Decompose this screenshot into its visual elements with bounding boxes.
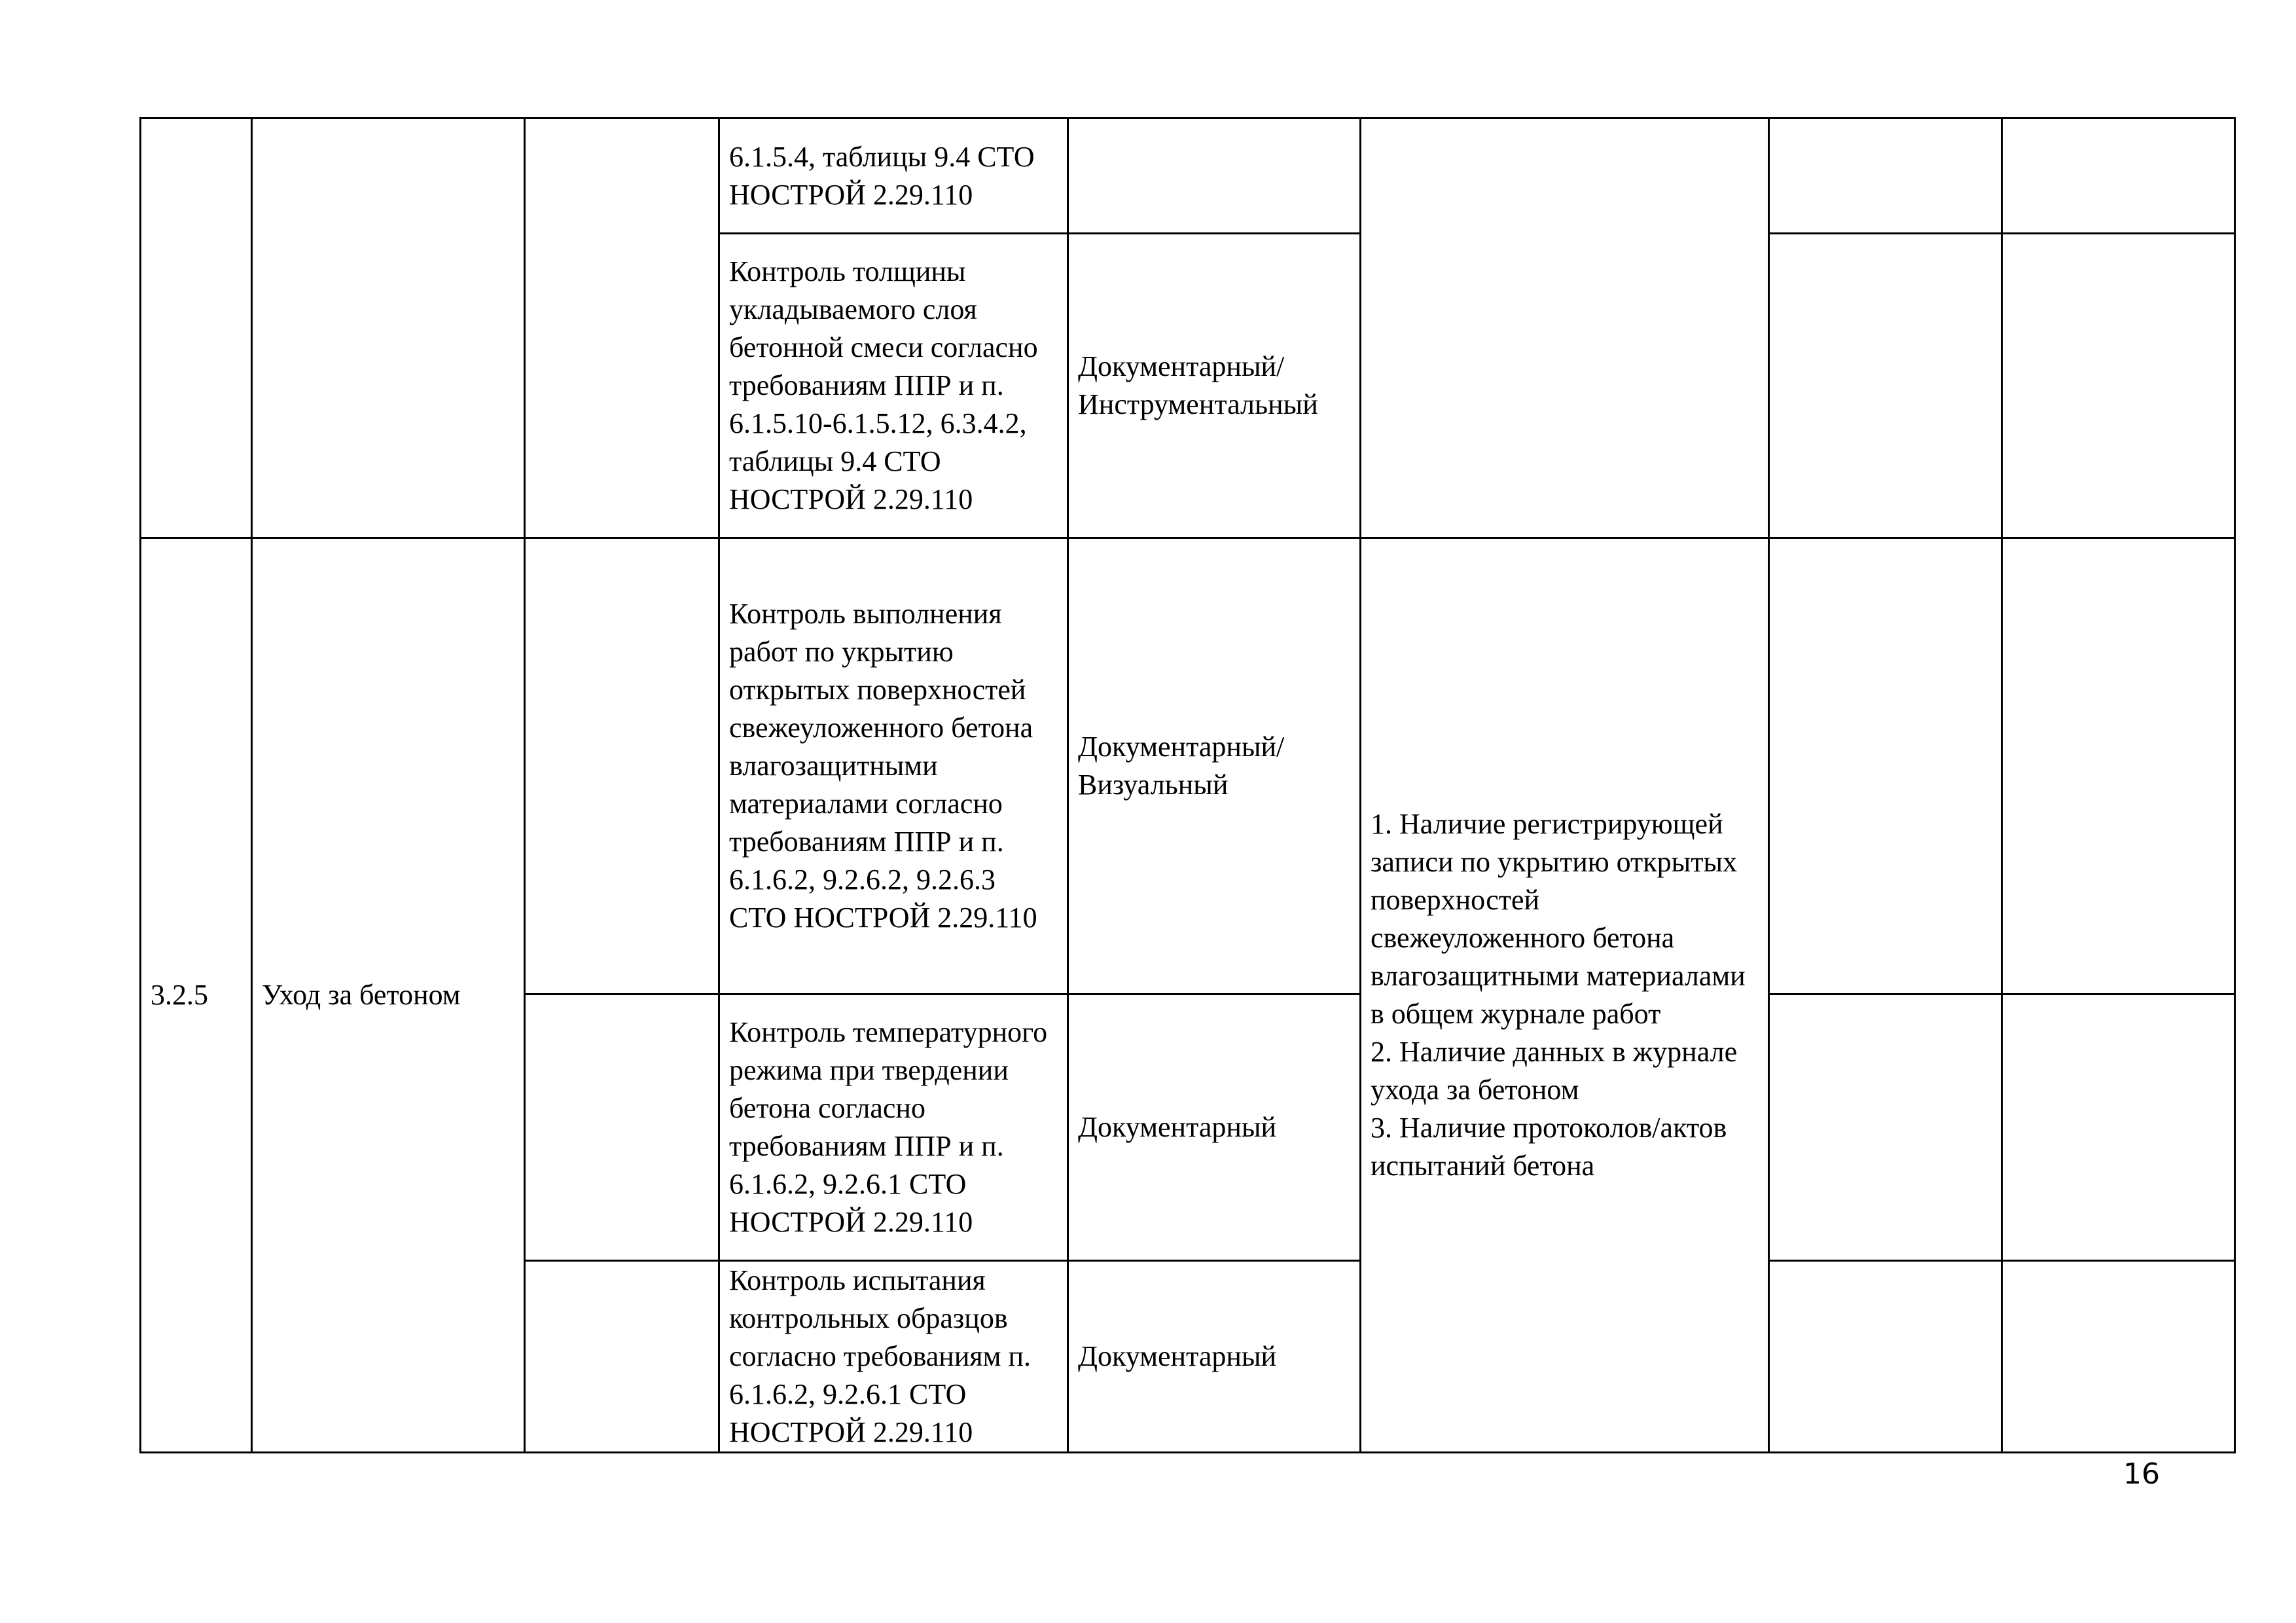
method-cell: Документарный [1068, 1261, 1361, 1453]
documents-cell: 1. Наличие регистрирующей записи по укрытию открытых поверхностей свежеуложенного бетона влагозащитными материалами в общем журнале работ 2. Наличие данных в журнале ухода за бетоном 3. Наличие протоколов/актов испытаний бетона [1361, 538, 1769, 1453]
page-number: 16 [2123, 1457, 2160, 1491]
table-row [141, 119, 2235, 234]
blank-cell [2002, 994, 2235, 1261]
method-cell [1068, 119, 1361, 234]
inspection-table [139, 117, 2236, 1453]
blank-cell [2002, 538, 2235, 994]
table-row [141, 538, 2235, 994]
blank-cell [1769, 234, 2002, 538]
requirement-cell: 6.1.5.4, таблицы 9.4 СТО НОСТРОЙ 2.29.110 [719, 119, 1068, 234]
blank-cell [1769, 994, 2002, 1261]
blank-cell [2002, 119, 2235, 234]
method-cell: Документарный/Инструментальный [1068, 234, 1361, 538]
section-number-cell: 3.2.5 [141, 538, 252, 1453]
requirement-cell: Контроль температурного режима при твердении бетона согласно требованиям ППР и п. 6.1.6.2, 9.2.6.1 СТО НОСТРОЙ 2.29.110 [719, 994, 1068, 1261]
blank-cell [1769, 538, 2002, 994]
blank-cell [525, 119, 719, 538]
requirement-cell: Контроль толщины укладываемого слоя бетонной смеси согласно требованиям ППР и п. 6.1.5.10-6.1.5.12, 6.3.4.2, таблицы 9.4 СТО НОСТРОЙ 2.29.110 [719, 234, 1068, 538]
section-name-cell: Уход за бетоном [252, 538, 525, 1453]
blank-cell [2002, 1261, 2235, 1453]
method-cell: Документарный [1068, 994, 1361, 1261]
blank-cell [525, 538, 719, 994]
method-cell: Документарный/ Визуальный [1068, 538, 1361, 994]
blank-cell [2002, 234, 2235, 538]
requirement-cell: Контроль выполнения работ по укрытию открытых поверхностей свежеуложенного бетона влагозащитными материалами согласно требованиям ППР и п. 6.1.6.2, 9.2.6.2, 9.2.6.3 СТО НОСТРОЙ 2.29.110 [719, 538, 1068, 994]
documents-cell [1361, 119, 1769, 538]
section-number-cell [141, 119, 252, 538]
blank-cell [525, 994, 719, 1261]
blank-cell [1769, 119, 2002, 234]
blank-cell [1769, 1261, 2002, 1453]
blank-cell [525, 1261, 719, 1453]
requirement-cell: Контроль испытания контрольных образцов согласно требованиям п. 6.1.6.2, 9.2.6.1 СТО НОСТРОЙ 2.29.110 [719, 1261, 1068, 1453]
section-name-cell [252, 119, 525, 538]
